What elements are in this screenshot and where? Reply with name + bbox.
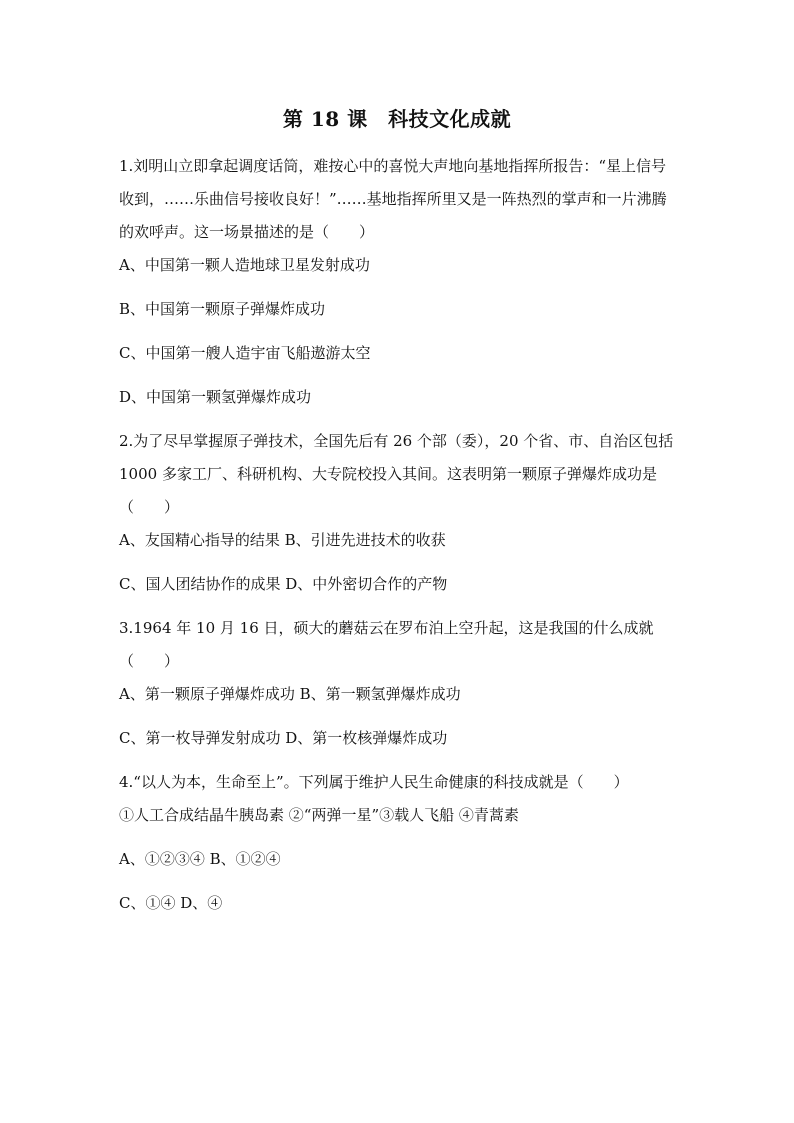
question-2-options-ab: A、友国精心指导的结果 B、引进先进技术的收获 bbox=[119, 531, 446, 549]
question-2-text: 2.为了尽早掌握原子弹技术，全国先后有 26 个部（委），20 个省、市、自治区包括 1000 多家工厂、科研机构、大专院校投入其间。这表明第一颗原子弹爆炸成功是（ ） bbox=[119, 432, 674, 516]
question-3-options-ab: A、第一颗原子弹爆炸成功 B、第一颗氢弹爆炸成功 bbox=[119, 685, 461, 703]
question-2-options-cd: C、国人团结协作的成果 D、中外密切合作的产物 bbox=[119, 575, 448, 593]
question-4-options-ab: A、①②③④ B、①②④ bbox=[119, 850, 281, 868]
question-4-items: ①人工合成结晶牛胰岛素 ②“两弹一星”③载人飞船 ④青蒿素 bbox=[119, 806, 519, 824]
lesson-title: 第 18 课 科技文化成就 bbox=[282, 107, 512, 131]
question-4-options-cd: C、①④ D、④ bbox=[119, 894, 223, 912]
question-1-option-c: C、中国第一艘人造宇宙飞船遨游太空 bbox=[119, 344, 371, 362]
question-list bbox=[119, 150, 679, 931]
question-4-text: 4.“以人为本，生命至上”。下列属于维护人民生命健康的科技成就是（ ） bbox=[119, 773, 629, 791]
question-1-option-d: D、中国第一颗氢弹爆炸成功 bbox=[119, 388, 312, 406]
question-1-text: 1.刘明山立即拿起调度话筒，难按心中的喜悦大声地向基地指挥所报告：“星上信号收到，……乐曲信号接收良好！”……基地指挥所里又是一阵热烈的掌声和一片沸腾的欢呼声。这一场景描述的是（ ） bbox=[119, 157, 667, 241]
question-1-option-b: B、中国第一颗原子弹爆炸成功 bbox=[119, 300, 326, 318]
question-3-text: 3.1964 年 10 月 16 日，硕大的蘑菇云在罗布泊上空升起，这是我国的什么成就（ ） bbox=[119, 619, 654, 670]
question-3-options-cd: C、第一枚导弹发射成功 D、第一枚核弹爆炸成功 bbox=[119, 729, 448, 747]
question-1-option-a: A、中国第一颗人造地球卫星发射成功 bbox=[119, 256, 370, 274]
